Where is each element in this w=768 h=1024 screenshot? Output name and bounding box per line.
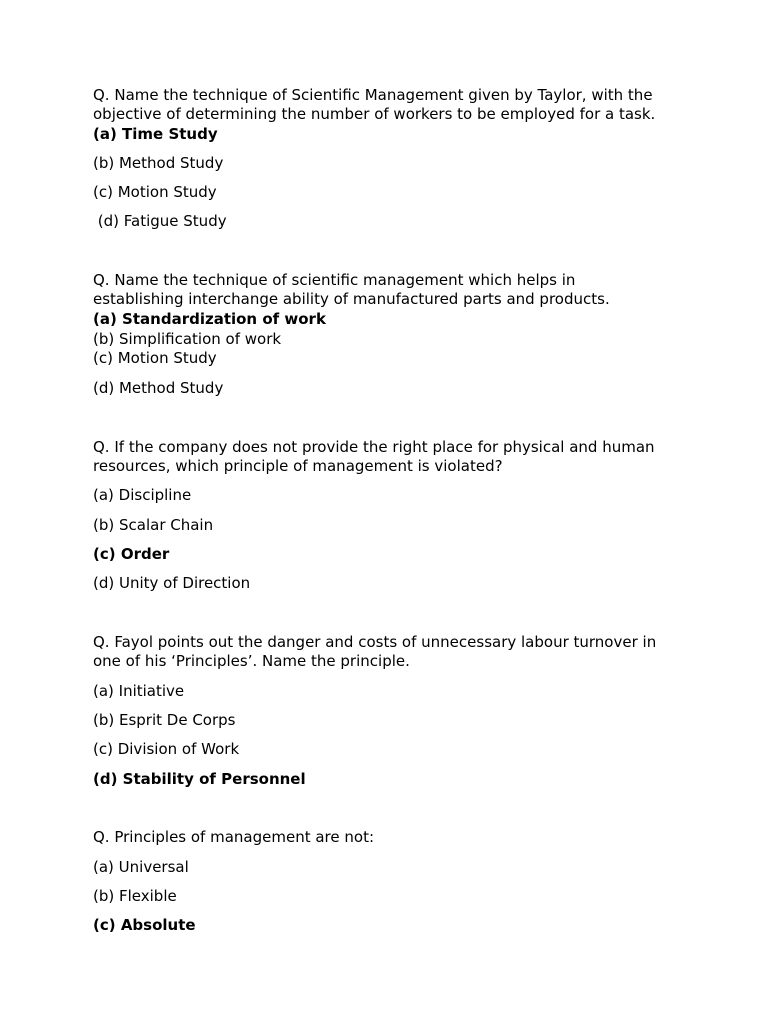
question-1-option-b: (b) Method Study	[93, 154, 224, 172]
question-1-line-1: Q. Name the technique of Scientific Management given by Taylor, with the	[93, 86, 653, 104]
question-1-option-d: (d) Fatigue Study	[93, 212, 227, 230]
question-5-option-b: (b) Flexible	[93, 887, 177, 905]
question-3-option-a: (a) Discipline	[93, 486, 192, 504]
question-4-line-2: one of his ‘Principles’. Name the principle.	[93, 652, 410, 670]
question-3-option-b: (b) Scalar Chain	[93, 516, 214, 534]
question-3-option-c-answer: (c) Order	[93, 545, 170, 563]
question-4-option-c: (c) Division of Work	[93, 740, 240, 758]
question-2-option-a-answer: (a) Standardization of work	[93, 310, 326, 328]
question-1-option-c: (c) Motion Study	[93, 183, 217, 201]
question-2-option-d: (d) Method Study	[93, 379, 224, 397]
question-2-option-b: (b) Simplification of work	[93, 330, 282, 348]
question-4-option-b: (b) Esprit De Corps	[93, 711, 236, 729]
question-2-line-2: establishing interchange ability of manufactured parts and products.	[93, 290, 610, 308]
question-3-line-2: resources, which principle of management is violated?	[93, 457, 503, 475]
question-5-line-1: Q. Principles of management are not:	[93, 828, 375, 846]
question-2-line-1: Q. Name the technique of scientific management which helps in	[93, 271, 576, 289]
question-5-option-c-answer: (c) Absolute	[93, 916, 196, 934]
question-2-option-c: (c) Motion Study	[93, 349, 217, 367]
question-4-option-a: (a) Initiative	[93, 682, 185, 700]
question-3-line-1: Q. If the company does not provide the right place for physical and human	[93, 438, 655, 456]
question-5-option-a: (a) Universal	[93, 858, 189, 876]
question-1-line-2: objective of determining the number of workers to be employed for a task.	[93, 105, 656, 123]
question-4-line-1: Q. Fayol points out the danger and costs of unnecessary labour turnover in	[93, 633, 657, 651]
question-3-option-d: (d) Unity of Direction	[93, 574, 251, 592]
question-4-option-d-answer: (d) Stability of Personnel	[93, 770, 306, 788]
question-1-option-a-answer: (a) Time Study	[93, 125, 218, 143]
